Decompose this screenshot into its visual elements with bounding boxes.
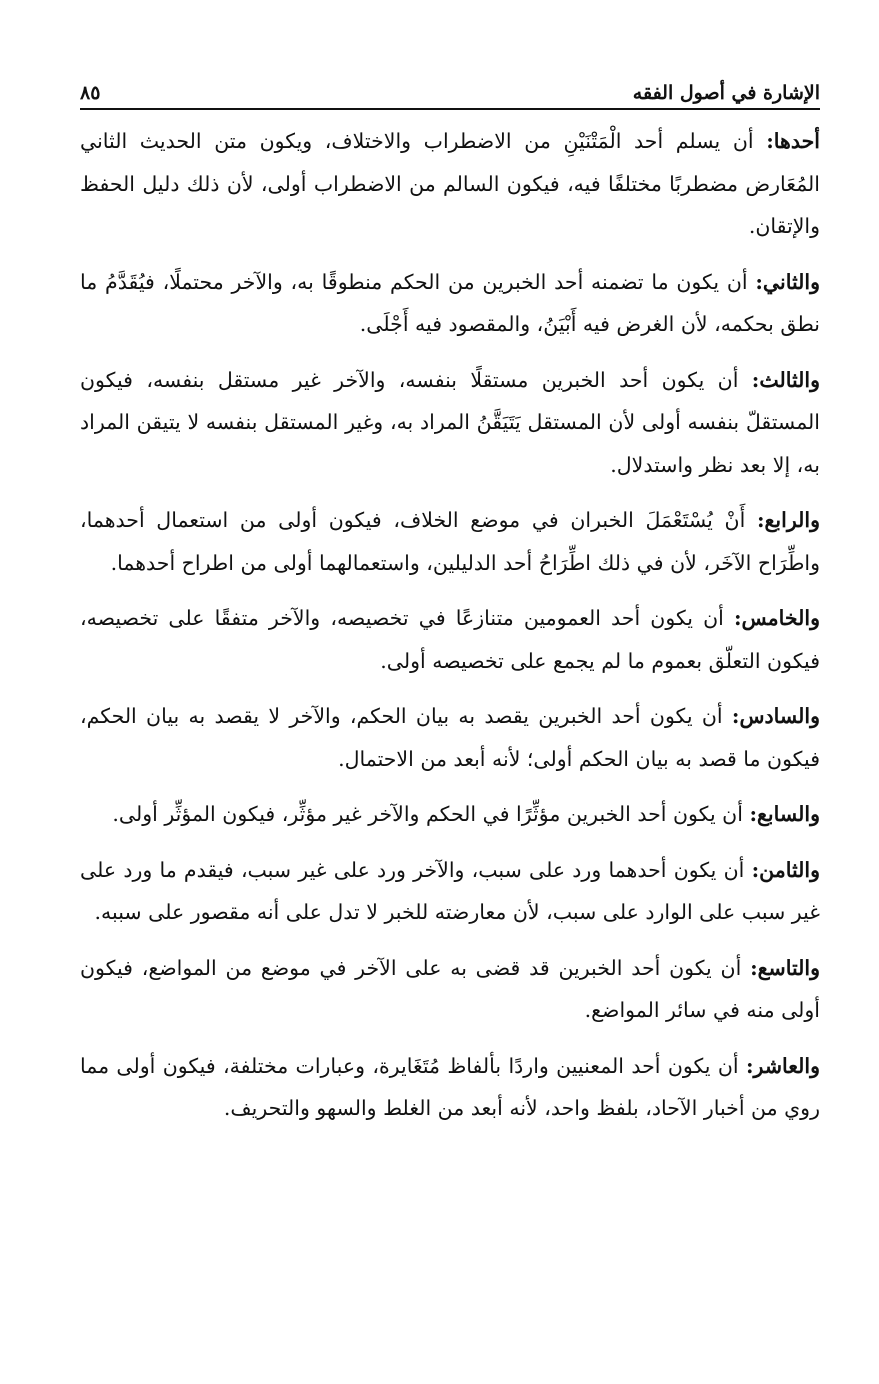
paragraph-lead: والثالث: (751, 367, 820, 392)
paragraph-text: أن يكون أحد العمومين متنازعًا في تخصيصه، والآخر متفقًا على تخصيصه، فيكون التعلّق بعموم ما لم يجمع على تخصيصه أولى. (80, 606, 820, 673)
paragraph-text: أن يكون ما تضمنه أحد الخبرين من الحكم منطوقًا به، والآخر محتملًا، فيُقَدَّمُ ما نطق بحكمه، لأن الغرض فيه أَبْيَنُ، والمقصود فيه أَجْلَى. (80, 269, 820, 336)
paragraph-7 (80, 793, 820, 836)
page-header (80, 70, 820, 110)
paragraph-lead: والعاشر: (745, 1053, 820, 1078)
paragraph-5 (80, 597, 820, 682)
paragraph-lead: والتاسع: (750, 955, 820, 980)
paragraph-2 (80, 261, 820, 346)
paragraph-lead: والرابع: (756, 508, 820, 532)
paragraph-text: أن يسلم أحد الْمَتْنَيْنِ من الاضطراب والاختلاف، ويكون متن الحديث الثاني المُعَارض مضطربًا مختلفًا فيه، فيكون السالم من الاضطراب أولى، لأن ذلك دليل الحفظ والإتقان. (80, 129, 820, 238)
paragraph-lead: والثامن: (751, 857, 820, 882)
paragraph-4 (80, 499, 820, 584)
paragraph-3 (80, 359, 820, 487)
paragraph-lead: والخامس: (733, 606, 820, 630)
page-body (80, 120, 820, 1130)
paragraph-text: أن يكون أحدهما ورد على سبب، والآخر ورد على غير سبب، فيقدم ما ورد على غير سبب على الوارد على سبب، لأن معارضته للخبر لا تدل على أنه مقصور على سببه. (80, 857, 820, 924)
page-number: ٨٥ (80, 82, 101, 104)
paragraph-text: أن يكون أحد الخبرين قد قضى به على الآخر في موضع من المواضع، فيكون أولى منه في سائر المواضع. (80, 955, 820, 1022)
running-title: الإشارة في أصول الفقه (632, 82, 820, 104)
paragraph-8 (80, 849, 820, 934)
paragraph-10 (80, 1045, 820, 1130)
book-page (80, 70, 820, 1143)
paragraph-9 (80, 947, 820, 1032)
paragraph-lead: والسابع: (749, 802, 820, 826)
paragraph-6 (80, 695, 820, 780)
paragraph-lead: والسادس: (731, 704, 820, 728)
paragraph-lead: أحدها: (766, 129, 820, 153)
paragraph-text: أن يكون أحد الخبرين يقصد به بيان الحكم، والآخر لا يقصد به بيان الحكم، فيكون ما قصد به بيان الحكم أولى؛ لأنه أبعد من الاحتمال. (80, 704, 820, 771)
paragraph-text: أن يكون أحد المعنيين واردًا بألفاظ مُتَغَايرة، وعبارات مختلفة، فيكون أولى مما روي من أخبار الآحاد، بلفظ واحد، لأنه أبعد من الغلط والسهو والتحريف. (80, 1053, 820, 1120)
paragraph-text: أن يكون أحد الخبرين مستقلًا بنفسه، والآخر غير مستقل بنفسه، فيكون المستقلّ بنفسه أولى لأن المستقل يَتَيَقَّنُ المراد به، وغير المستقل بنفسه لا يتيقن المراد به، إلا بعد نظر واستدلال. (80, 367, 820, 477)
paragraph-1 (80, 120, 820, 248)
paragraph-lead: والثاني: (755, 269, 820, 294)
paragraph-text: أَنْ يُسْتَعْمَلَ الخبران في موضع الخلاف، فيكون أولى من استعمال أحدهما، واطِّرَاح الآخَر، لأن في ذلك اطِّرَاحُ أحد الدليلين، واستعمالهما أولى من اطراح أحدهما. (80, 508, 820, 575)
paragraph-text: أن يكون أحد الخبرين مؤثِّرًا في الحكم والآخر غير مؤثِّر، فيكون المؤثِّر أولى. (112, 802, 750, 826)
